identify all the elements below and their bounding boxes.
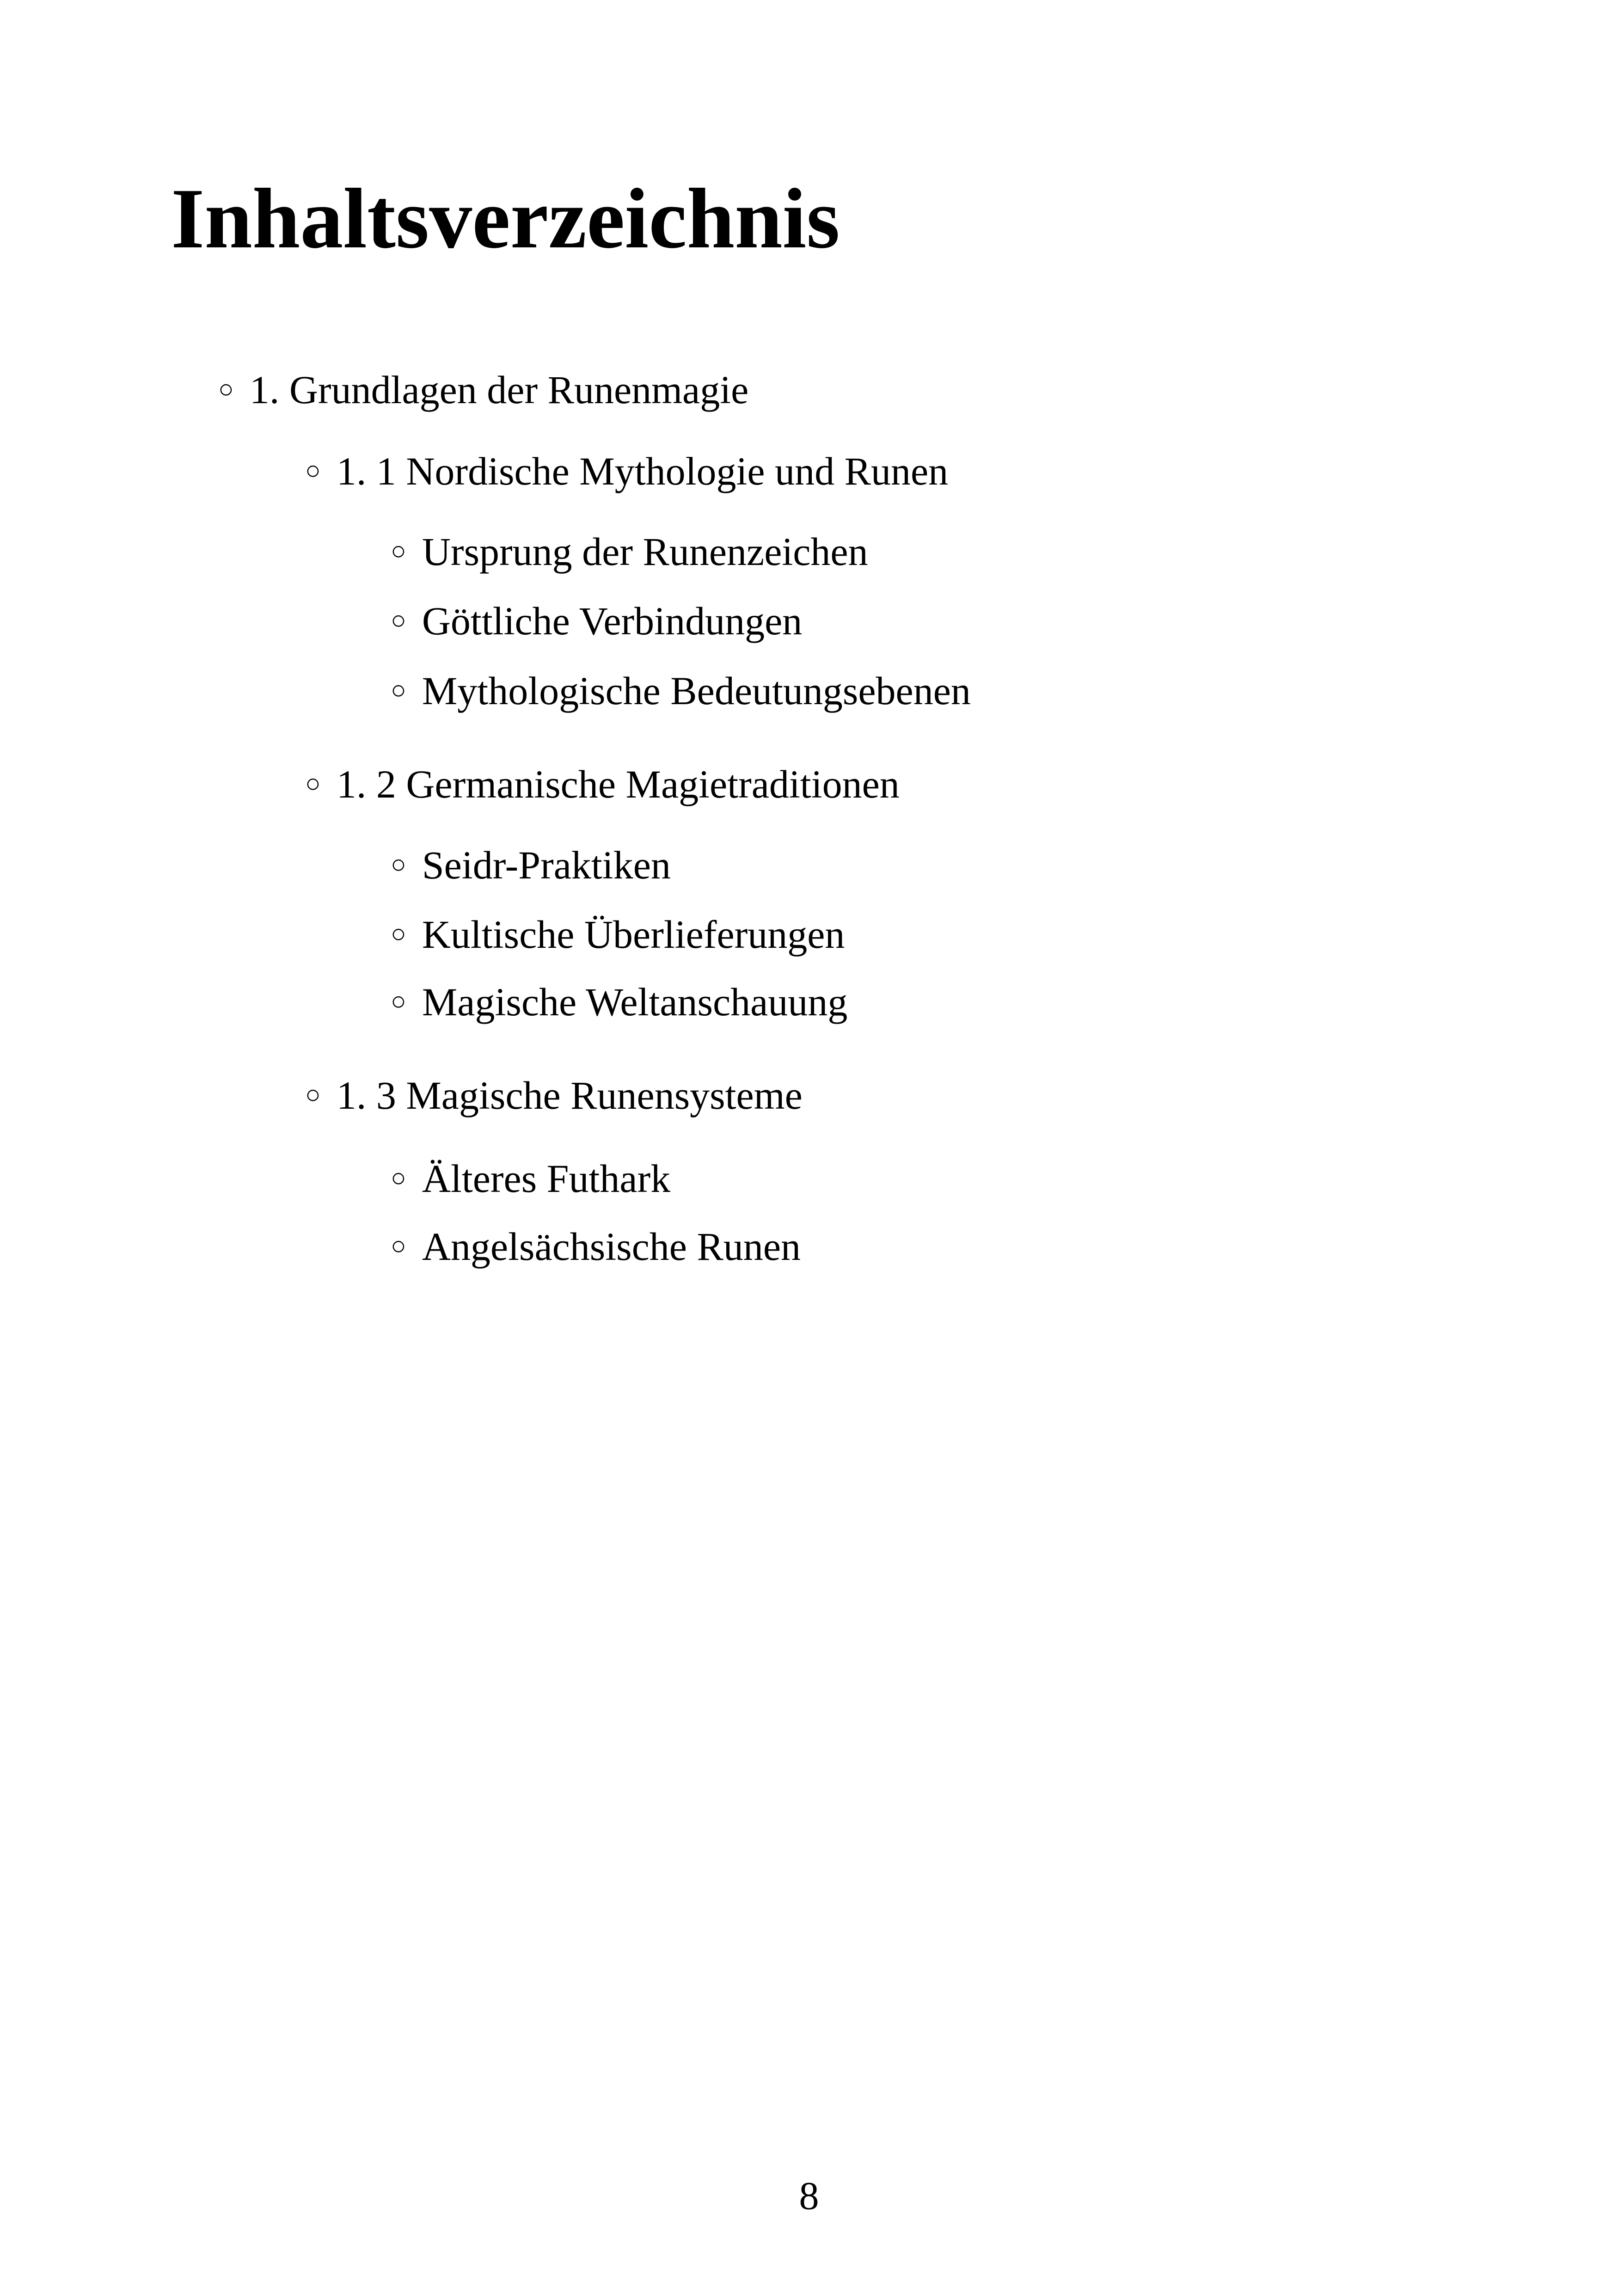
- bullet-icon: ○: [391, 537, 406, 565]
- toc-entry-1-1: [305, 451, 948, 491]
- toc-subentry: [391, 529, 868, 574]
- toc-subentry: [391, 982, 847, 1022]
- toc-entry-label: Seidr-Praktiken: [422, 843, 671, 887]
- bullet-icon: ○: [305, 456, 321, 485]
- toc-subentry: [391, 845, 671, 885]
- toc-entry-1-3: [305, 1075, 803, 1115]
- bullet-icon: ○: [391, 850, 406, 879]
- toc-entry-label: Ursprung der Runenzeichen: [422, 529, 868, 574]
- toc-entry-label: 1. 2 Germanische Magietraditionen: [336, 762, 900, 806]
- toc-entry-label: 1. 3 Magische Runensysteme: [336, 1073, 803, 1117]
- bullet-icon: ○: [391, 1232, 406, 1260]
- toc-entry-label: 1. Grundlagen der Runenmagie: [249, 368, 749, 412]
- bullet-icon: ○: [305, 1080, 321, 1109]
- toc-entry-label: Magische Weltanschauung: [422, 980, 848, 1024]
- bullet-icon: ○: [218, 375, 234, 404]
- toc-entry-label: Kultische Überlieferungen: [422, 912, 845, 957]
- toc-entry-label: Angelsächsische Runen: [422, 1224, 801, 1269]
- toc-entry-1: [218, 370, 748, 410]
- toc-subentry: [391, 1156, 671, 1201]
- toc-entry-label: Mythologische Bedeutungsebenen: [422, 669, 971, 713]
- page-number: 8: [799, 2173, 819, 2218]
- toc-subentry: [391, 1224, 801, 1269]
- bullet-icon: ○: [305, 769, 321, 798]
- bullet-icon: ○: [391, 606, 406, 635]
- page-title: Inhaltsverzeichnis: [171, 171, 840, 266]
- toc-subentry: [391, 912, 845, 957]
- bullet-icon: ○: [391, 987, 406, 1016]
- toc-entry-1-2: [305, 764, 900, 804]
- bullet-icon: ○: [391, 1164, 406, 1192]
- bullet-icon: ○: [391, 920, 406, 948]
- toc-entry-label: 1. 1 Nordische Mythologie und Runen: [336, 449, 949, 493]
- toc-subentry: [391, 671, 971, 711]
- toc-entry-label: Göttliche Verbindungen: [422, 599, 803, 643]
- toc-entry-label: Älteres Futhark: [422, 1156, 671, 1201]
- bullet-icon: ○: [391, 676, 406, 705]
- toc-subentry: [391, 601, 802, 641]
